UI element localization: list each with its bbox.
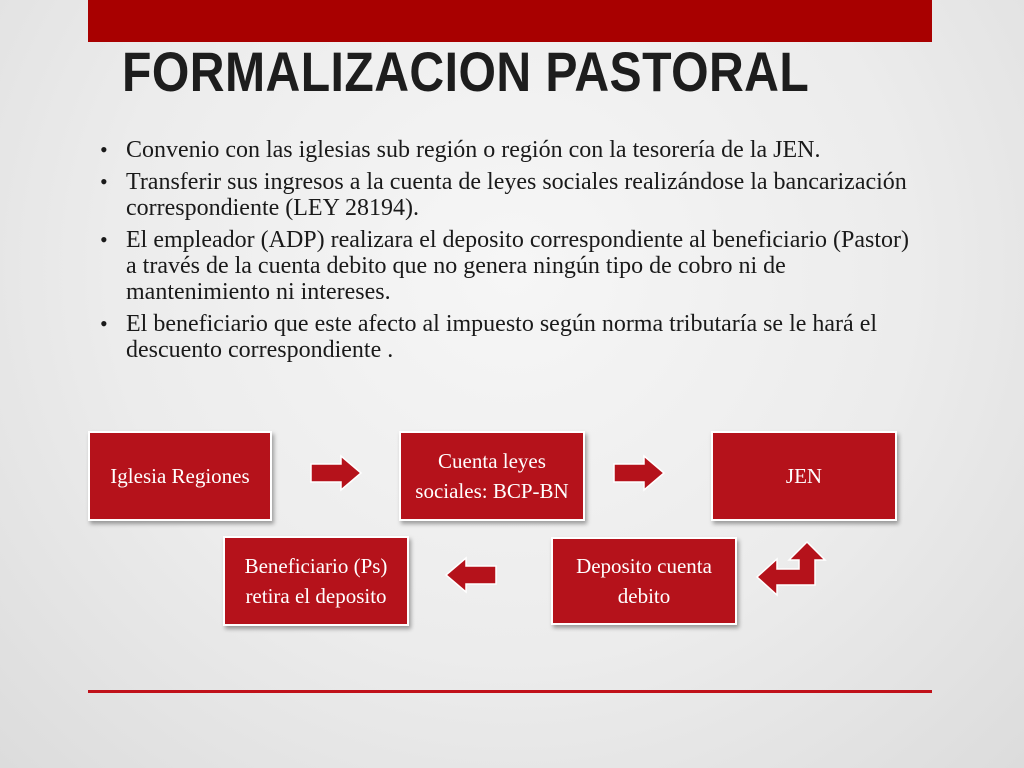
bullet-text: Transferir sus ingresos a la cuenta de leyes sociales realizándose la bancarización correspondiente (LEY 28194). xyxy=(126,169,907,221)
node-beneficiario xyxy=(223,536,409,626)
arrow-left-icon xyxy=(444,556,498,594)
bullet-item xyxy=(100,137,920,163)
bullet-dot-icon: • xyxy=(100,227,108,252)
bottom-divider xyxy=(88,690,932,693)
bullet-item xyxy=(100,169,920,221)
node-label: Cuenta leyes sociales: BCP-BN xyxy=(415,449,569,503)
node-label: Iglesia Regiones xyxy=(110,464,250,488)
bullet-dot-icon: • xyxy=(100,311,108,336)
top-accent-bar xyxy=(88,0,932,42)
node-label: JEN xyxy=(785,464,823,488)
bullet-text: El beneficiario que este afecto al impuesto según norma tributaría se le hará el descuento correspondiente . xyxy=(126,311,878,363)
bullet-list xyxy=(100,137,920,369)
node-label: Beneficiario (Ps) retira el deposito xyxy=(244,554,388,608)
bullet-item xyxy=(100,311,920,363)
node-deposito-cuenta-debito xyxy=(551,537,737,625)
bullet-dot-icon: • xyxy=(100,137,108,162)
slide-title: FORMALIZACION PASTORAL xyxy=(122,40,810,103)
arrow-right-icon xyxy=(612,454,666,492)
node-iglesia-regiones xyxy=(88,431,272,521)
bullet-text: Convenio con las iglesias sub región o región con la tesorería de la JEN. xyxy=(126,137,821,163)
node-cuenta-leyes-sociales xyxy=(399,431,585,521)
bullet-dot-icon: • xyxy=(100,169,108,194)
bullet-text: El empleador (ADP) realizara el deposito correspondiente al beneficiario (Pastor) a través de la cuenta debito que no genera ningún tipo de cobro ni de mantenimiento ni intereses. xyxy=(126,227,910,305)
arrow-up-left-turn-icon xyxy=(755,540,829,598)
bullet-item xyxy=(100,227,920,305)
arrow-right-icon xyxy=(309,454,363,492)
node-label: Deposito cuenta debito xyxy=(576,554,712,608)
node-jen xyxy=(711,431,897,521)
